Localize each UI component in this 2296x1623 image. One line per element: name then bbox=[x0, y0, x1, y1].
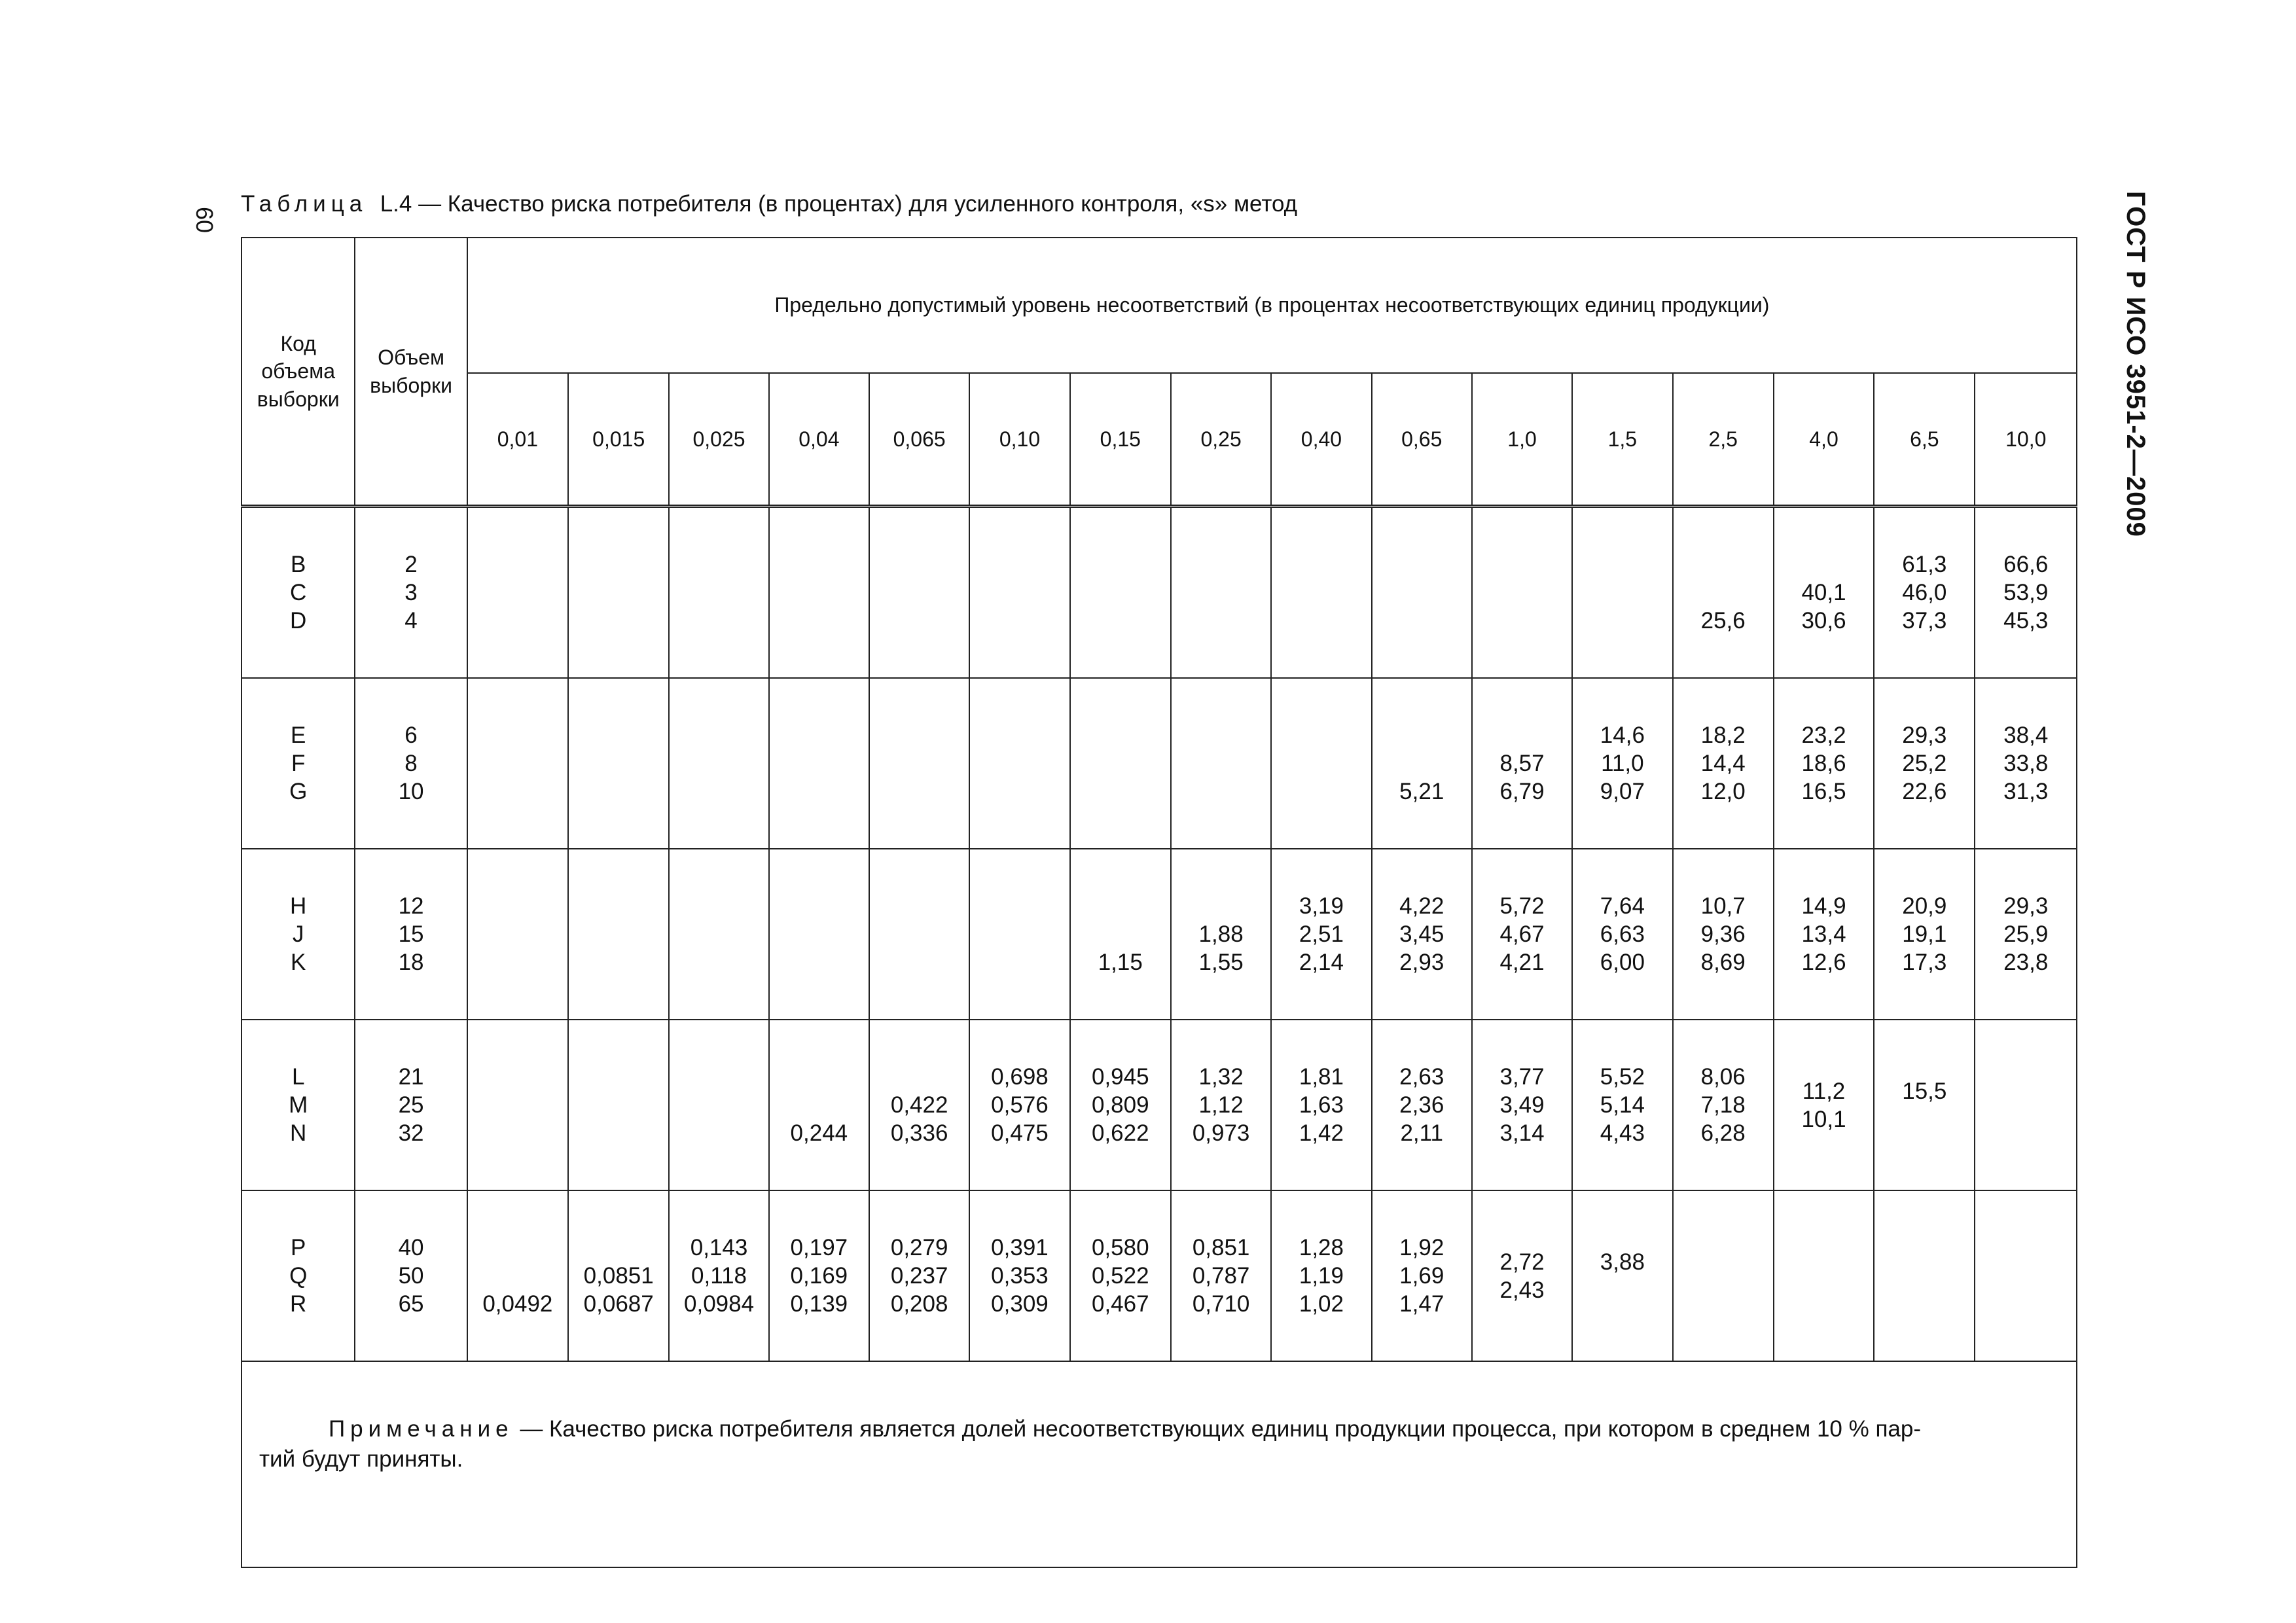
risk-value-cell bbox=[1171, 678, 1271, 849]
risk-value-cell bbox=[568, 849, 669, 1020]
caption-text: L.4 — Качество риска потребителя (в процентах) для усиленного контроля, «s» метод bbox=[380, 191, 1298, 217]
risk-value-cell-text: 0,279 0,237 0,208 bbox=[890, 1235, 948, 1317]
risk-value-cell bbox=[1975, 849, 2077, 1020]
risk-value-cell-text: 1,88 1,55 bbox=[1198, 921, 1244, 975]
risk-value-cell-text: 38,4 33,8 31,3 bbox=[2003, 722, 2049, 804]
risk-value-cell-text: 1,32 1,12 0,973 bbox=[1192, 1064, 1250, 1146]
risk-value-cell-text: 1,15 bbox=[1098, 950, 1143, 975]
risk-value-cell bbox=[669, 1020, 768, 1190]
risk-value-cell bbox=[869, 1020, 969, 1190]
sample-code-cell-text: E F G bbox=[289, 722, 308, 804]
risk-value-cell bbox=[1372, 507, 1472, 679]
aql-level-header: 0,025 bbox=[669, 373, 768, 507]
risk-quality-table bbox=[241, 237, 2077, 1568]
risk-value-cell-text: 3,77 3,49 3,14 bbox=[1499, 1064, 1545, 1146]
risk-value-cell bbox=[1975, 1190, 2077, 1361]
risk-value-cell bbox=[1774, 849, 1874, 1020]
risk-value-cell bbox=[467, 1190, 568, 1361]
standard-code: ГОСТ Р ИСО 3951-2—2009 bbox=[2121, 191, 2150, 537]
risk-value-cell bbox=[1171, 1020, 1271, 1190]
risk-value-cell-text: 3,88 bbox=[1600, 1249, 1645, 1275]
risk-value-cell bbox=[1070, 1020, 1171, 1190]
risk-value-cell bbox=[669, 1190, 768, 1361]
sample-code-cell bbox=[242, 1020, 355, 1190]
risk-value-cell bbox=[669, 849, 768, 1020]
sample-code-cell-text: H J K bbox=[290, 893, 307, 975]
risk-value-cell bbox=[1874, 849, 1975, 1020]
risk-value-cell bbox=[769, 1020, 869, 1190]
aql-level-header: 0,015 bbox=[568, 373, 669, 507]
risk-value-cell-text: 7,64 6,63 6,00 bbox=[1600, 893, 1645, 975]
risk-value-cell-text: 0,197 0,169 0,139 bbox=[790, 1235, 848, 1317]
sample-size-cell bbox=[355, 849, 467, 1020]
risk-value-cell-text: 5,72 4,67 4,21 bbox=[1499, 893, 1545, 975]
risk-value-cell bbox=[1572, 678, 1672, 849]
risk-value-cell bbox=[1472, 849, 1572, 1020]
risk-value-cell-text: 1,81 1,63 1,42 bbox=[1299, 1064, 1344, 1146]
page-number: 60 bbox=[191, 206, 219, 234]
table-row bbox=[242, 507, 2077, 679]
risk-value-cell-text: 25,6 bbox=[1700, 608, 1746, 633]
risk-value-cell bbox=[1171, 849, 1271, 1020]
table-row bbox=[242, 849, 2077, 1020]
sample-size-cell bbox=[355, 1020, 467, 1190]
sample-code-cell bbox=[242, 678, 355, 849]
risk-value-cell bbox=[1572, 849, 1672, 1020]
risk-value-cell bbox=[1070, 1190, 1171, 1361]
risk-value-cell-text: 0,851 0,787 0,710 bbox=[1192, 1235, 1250, 1317]
risk-value-cell-text: 4,22 3,45 2,93 bbox=[1399, 893, 1444, 975]
note-text: — Качество риска потребителя является долей несоответствующих единиц продукции процесса, при котором в среднем 10 % пар- тий будут приняты. bbox=[259, 1416, 1921, 1472]
risk-value-cell-text: 0,422 0,336 bbox=[890, 1092, 948, 1146]
table-row bbox=[242, 678, 2077, 849]
risk-value-cell bbox=[1673, 1020, 1774, 1190]
risk-value-cell bbox=[1472, 1190, 1572, 1361]
risk-value-cell bbox=[568, 678, 669, 849]
risk-value-cell bbox=[869, 1190, 969, 1361]
risk-value-cell-text: 23,2 18,6 16,5 bbox=[1801, 722, 1846, 804]
risk-value-cell bbox=[1774, 678, 1874, 849]
risk-value-cell-text: 66,6 53,9 45,3 bbox=[2003, 552, 2049, 633]
risk-value-cell bbox=[969, 678, 1069, 849]
aql-group-header: Предельно допустимый уровень несоответствий (в процентах несоответствующих единиц продукции) bbox=[467, 238, 2077, 373]
risk-value-cell-text: 5,21 bbox=[1399, 779, 1444, 804]
risk-value-cell-text: 0,244 bbox=[790, 1120, 848, 1146]
risk-value-cell bbox=[1975, 507, 2077, 679]
risk-value-cell-text: 3,19 2,51 2,14 bbox=[1299, 893, 1344, 975]
risk-value-cell-text: 0,0851 0,0687 bbox=[583, 1263, 654, 1317]
sample-code-cell-text: P Q R bbox=[289, 1235, 308, 1317]
risk-value-cell bbox=[467, 1020, 568, 1190]
risk-value-cell-text: 14,6 11,0 9,07 bbox=[1600, 722, 1645, 804]
risk-value-cell bbox=[969, 1020, 1069, 1190]
risk-value-cell bbox=[769, 507, 869, 679]
risk-value-cell bbox=[1673, 849, 1774, 1020]
risk-value-cell bbox=[1874, 1190, 1975, 1361]
risk-value-cell-text: 8,57 6,79 bbox=[1499, 751, 1545, 804]
risk-value-cell-text: 2,72 2,43 bbox=[1499, 1249, 1545, 1303]
sample-size-header: Объем выборки bbox=[355, 238, 467, 507]
risk-value-cell bbox=[1673, 507, 1774, 679]
aql-level-header: 10,0 bbox=[1975, 373, 2077, 507]
risk-value-cell bbox=[1673, 678, 1774, 849]
sample-size-cell-text: 12 15 18 bbox=[398, 893, 424, 975]
sample-size-cell-text: 40 50 65 bbox=[398, 1235, 424, 1317]
risk-value-cell-text: 14,9 13,4 12,6 bbox=[1801, 893, 1846, 975]
table-caption bbox=[241, 191, 1297, 217]
caption-prefix: Таблица bbox=[241, 191, 368, 217]
risk-value-cell bbox=[1572, 1020, 1672, 1190]
risk-value-cell-text: 20,9 19,1 17,3 bbox=[1902, 893, 1947, 975]
sample-size-cell bbox=[355, 678, 467, 849]
risk-value-cell bbox=[467, 678, 568, 849]
risk-value-cell bbox=[1271, 849, 1371, 1020]
risk-value-cell bbox=[1472, 1020, 1572, 1190]
risk-value-cell bbox=[869, 849, 969, 1020]
risk-value-cell bbox=[1070, 507, 1171, 679]
risk-value-cell bbox=[1874, 1020, 1975, 1190]
risk-value-cell bbox=[1472, 678, 1572, 849]
sample-code-cell bbox=[242, 1190, 355, 1361]
risk-value-cell bbox=[769, 1190, 869, 1361]
sample-code-cell-text: B C D bbox=[290, 552, 307, 633]
risk-value-cell bbox=[869, 678, 969, 849]
aql-level-header: 0,15 bbox=[1070, 373, 1171, 507]
risk-value-cell-text: 8,06 7,18 6,28 bbox=[1700, 1064, 1746, 1146]
risk-value-cell bbox=[1774, 507, 1874, 679]
risk-value-cell bbox=[1271, 507, 1371, 679]
risk-value-cell bbox=[1171, 507, 1271, 679]
aql-level-header: 6,5 bbox=[1874, 373, 1975, 507]
sample-code-cell bbox=[242, 507, 355, 679]
risk-value-cell-text: 61,3 46,0 37,3 bbox=[1902, 552, 1947, 633]
risk-value-cell bbox=[769, 849, 869, 1020]
risk-value-cell bbox=[1774, 1190, 1874, 1361]
risk-value-cell bbox=[1673, 1190, 1774, 1361]
risk-value-cell bbox=[1271, 1020, 1371, 1190]
risk-value-cell bbox=[1070, 849, 1171, 1020]
risk-value-cell-text: 18,2 14,4 12,0 bbox=[1700, 722, 1746, 804]
risk-value-cell bbox=[467, 507, 568, 679]
risk-value-cell-text: 0,698 0,576 0,475 bbox=[991, 1064, 1049, 1146]
risk-value-cell bbox=[1774, 1020, 1874, 1190]
sample-size-cell-text: 21 25 32 bbox=[398, 1064, 424, 1146]
risk-value-cell bbox=[1874, 507, 1975, 679]
risk-value-cell bbox=[1070, 678, 1171, 849]
risk-value-cell bbox=[1874, 678, 1975, 849]
sample-size-cell-text: 2 3 4 bbox=[404, 552, 418, 633]
risk-value-cell-text: 0,580 0,522 0,467 bbox=[1091, 1235, 1149, 1317]
risk-value-cell-text: 1,28 1,19 1,02 bbox=[1299, 1235, 1344, 1317]
sample-size-cell-text: 6 8 10 bbox=[398, 722, 424, 804]
aql-level-header: 0,65 bbox=[1372, 373, 1472, 507]
risk-value-cell bbox=[1372, 678, 1472, 849]
sample-size-cell bbox=[355, 1190, 467, 1361]
risk-value-cell bbox=[769, 678, 869, 849]
sample-code-cell-text: L M N bbox=[289, 1064, 308, 1146]
risk-value-cell bbox=[969, 849, 1069, 1020]
risk-value-cell-text: 10,7 9,36 8,69 bbox=[1700, 893, 1746, 975]
aql-level-header: 0,04 bbox=[769, 373, 869, 507]
risk-value-cell bbox=[1271, 1190, 1371, 1361]
risk-value-cell-text: 40,1 30,6 bbox=[1801, 580, 1846, 633]
risk-value-cell bbox=[869, 507, 969, 679]
table-note bbox=[242, 1361, 2077, 1567]
risk-value-cell bbox=[1372, 1190, 1472, 1361]
aql-level-header: 0,10 bbox=[969, 373, 1069, 507]
risk-value-cell bbox=[1372, 1020, 1472, 1190]
risk-value-cell bbox=[669, 678, 768, 849]
risk-value-cell-text: 0,0492 bbox=[482, 1291, 553, 1317]
risk-value-cell bbox=[1975, 1020, 2077, 1190]
risk-value-cell-text: 29,3 25,2 22,6 bbox=[1902, 722, 1947, 804]
risk-value-cell bbox=[969, 1190, 1069, 1361]
aql-level-header: 0,40 bbox=[1271, 373, 1371, 507]
risk-value-cell bbox=[1271, 678, 1371, 849]
risk-value-cell bbox=[969, 507, 1069, 679]
risk-value-cell bbox=[568, 507, 669, 679]
aql-level-header: 2,5 bbox=[1673, 373, 1774, 507]
risk-value-cell-text: 29,3 25,9 23,8 bbox=[2003, 893, 2049, 975]
risk-value-cell bbox=[1975, 678, 2077, 849]
risk-value-cell-text: 5,52 5,14 4,43 bbox=[1600, 1064, 1645, 1146]
risk-value-cell bbox=[568, 1190, 669, 1361]
aql-level-header: 4,0 bbox=[1774, 373, 1874, 507]
sample-code-cell bbox=[242, 849, 355, 1020]
risk-value-cell bbox=[1472, 507, 1572, 679]
risk-value-cell bbox=[669, 507, 768, 679]
table-row bbox=[242, 1020, 2077, 1190]
sample-size-cell bbox=[355, 507, 467, 679]
table-row bbox=[242, 1190, 2077, 1361]
risk-value-cell-text: 11,2 10,1 bbox=[1801, 1078, 1846, 1132]
risk-value-cell bbox=[1572, 507, 1672, 679]
risk-value-cell bbox=[568, 1020, 669, 1190]
sample-code-header: Код объема выборки bbox=[242, 238, 355, 507]
risk-value-cell-text: 0,391 0,353 0,309 bbox=[991, 1235, 1049, 1317]
risk-value-cell bbox=[467, 849, 568, 1020]
risk-value-cell-text: 0,945 0,809 0,622 bbox=[1091, 1064, 1149, 1146]
aql-level-header: 1,5 bbox=[1572, 373, 1672, 507]
risk-value-cell-text: 0,143 0,118 0,0984 bbox=[684, 1235, 755, 1317]
risk-value-cell-text: 15,5 bbox=[1902, 1078, 1947, 1104]
risk-value-cell-text: 2,63 2,36 2,11 bbox=[1399, 1064, 1444, 1146]
note-prefix: Примечание bbox=[329, 1416, 514, 1442]
aql-level-header: 0,01 bbox=[467, 373, 568, 507]
aql-level-header: 0,25 bbox=[1171, 373, 1271, 507]
aql-level-header: 0,065 bbox=[869, 373, 969, 507]
risk-value-cell bbox=[1171, 1190, 1271, 1361]
risk-value-cell-text: 1,92 1,69 1,47 bbox=[1399, 1235, 1444, 1317]
risk-value-cell bbox=[1372, 849, 1472, 1020]
aql-level-header: 1,0 bbox=[1472, 373, 1572, 507]
risk-value-cell bbox=[1572, 1190, 1672, 1361]
